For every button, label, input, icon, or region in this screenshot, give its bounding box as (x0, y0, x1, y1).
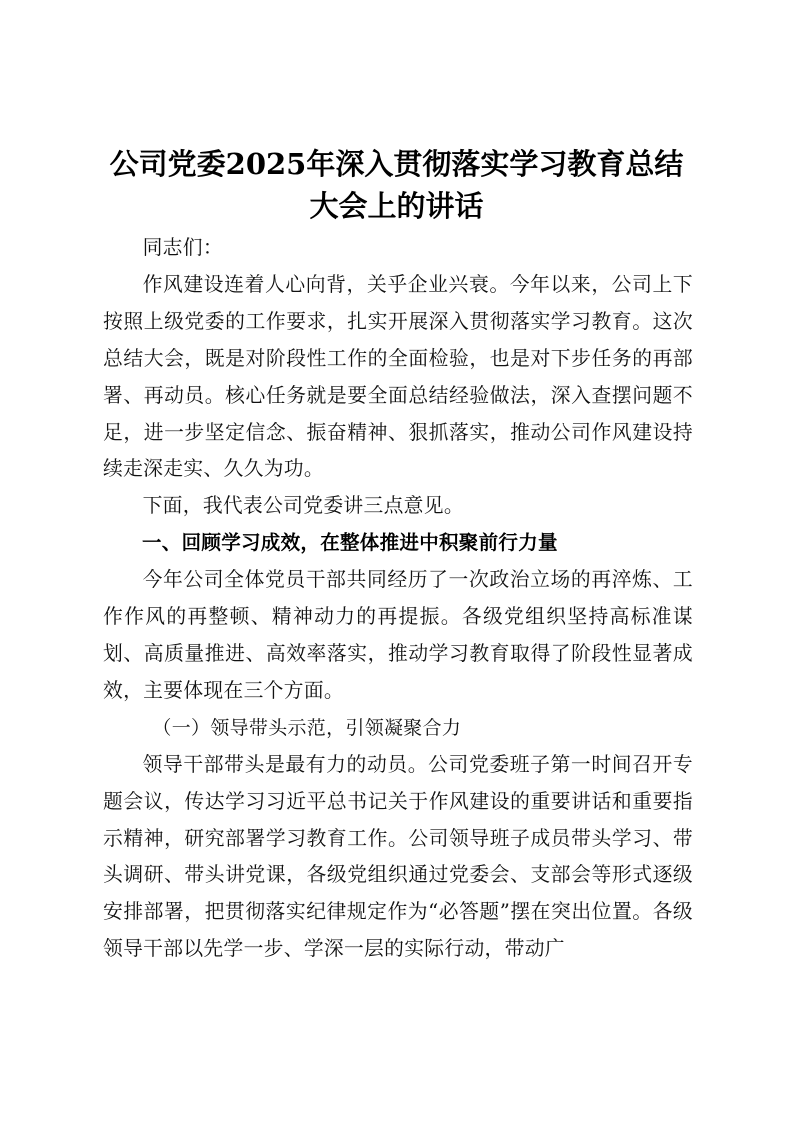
subsection-1-heading: （一）领导带头示范，引领凝聚合力 (152, 716, 462, 739)
outline-paragraph: 下面，我代表公司党委讲三点意见。 (142, 494, 464, 518)
title-line-2: 大会上的讲话 (309, 189, 484, 223)
section-1-heading: 一、回顾学习成效，在整体推进中积聚前行力量 (142, 531, 558, 555)
document-title (100, 143, 693, 227)
section-1-paragraph: 今年公司全体党员干部共同经历了一次政治立场的再淬炼、工作作风的再整顿、精神动力的再提振。各级党组织坚持高标准谋划、高质量推进、高效率落实，推动学习教育取得了阶段性显著成效，主要体现在三个方面。 (103, 568, 693, 702)
subsection-1-paragraph: 领导干部带头是最有力的动员。公司党委班子第一时间召开专题会议，传达学习习近平总书记关于作风建设的重要讲话和重要指示精神，研究部署学习教育工作。公司领导班子成员带头学习、带头调研、带头讲党课，各级党组织通过党委会、支部会等形式逐级安排部署，把贯彻落实纪律规定作为“必答题”摆在突出位置。各级领导干部以先学一步、学深一层的实际行动，带动广 (103, 752, 693, 961)
title-line-1: 公司党委2025年深入贯彻落实学习教育总结 (109, 147, 684, 181)
salutation: 同志们： (142, 236, 223, 259)
document-body (103, 230, 693, 968)
intro-paragraph: 作风建设连着人心向背，关乎企业兴衰。今年以来，公司上下按照上级党委的工作要求，扎实开展深入贯彻落实学习教育。这次总结大会，既是对阶段性工作的全面检验，也是对下步任务的再部署、再动员。核心任务就是要全面总结经验做法，深入查摆问题不足，进一步坚定信念、振奋精神、狠抓落实，推动公司作风建设持续走深走实、久久为功。 (103, 272, 693, 481)
